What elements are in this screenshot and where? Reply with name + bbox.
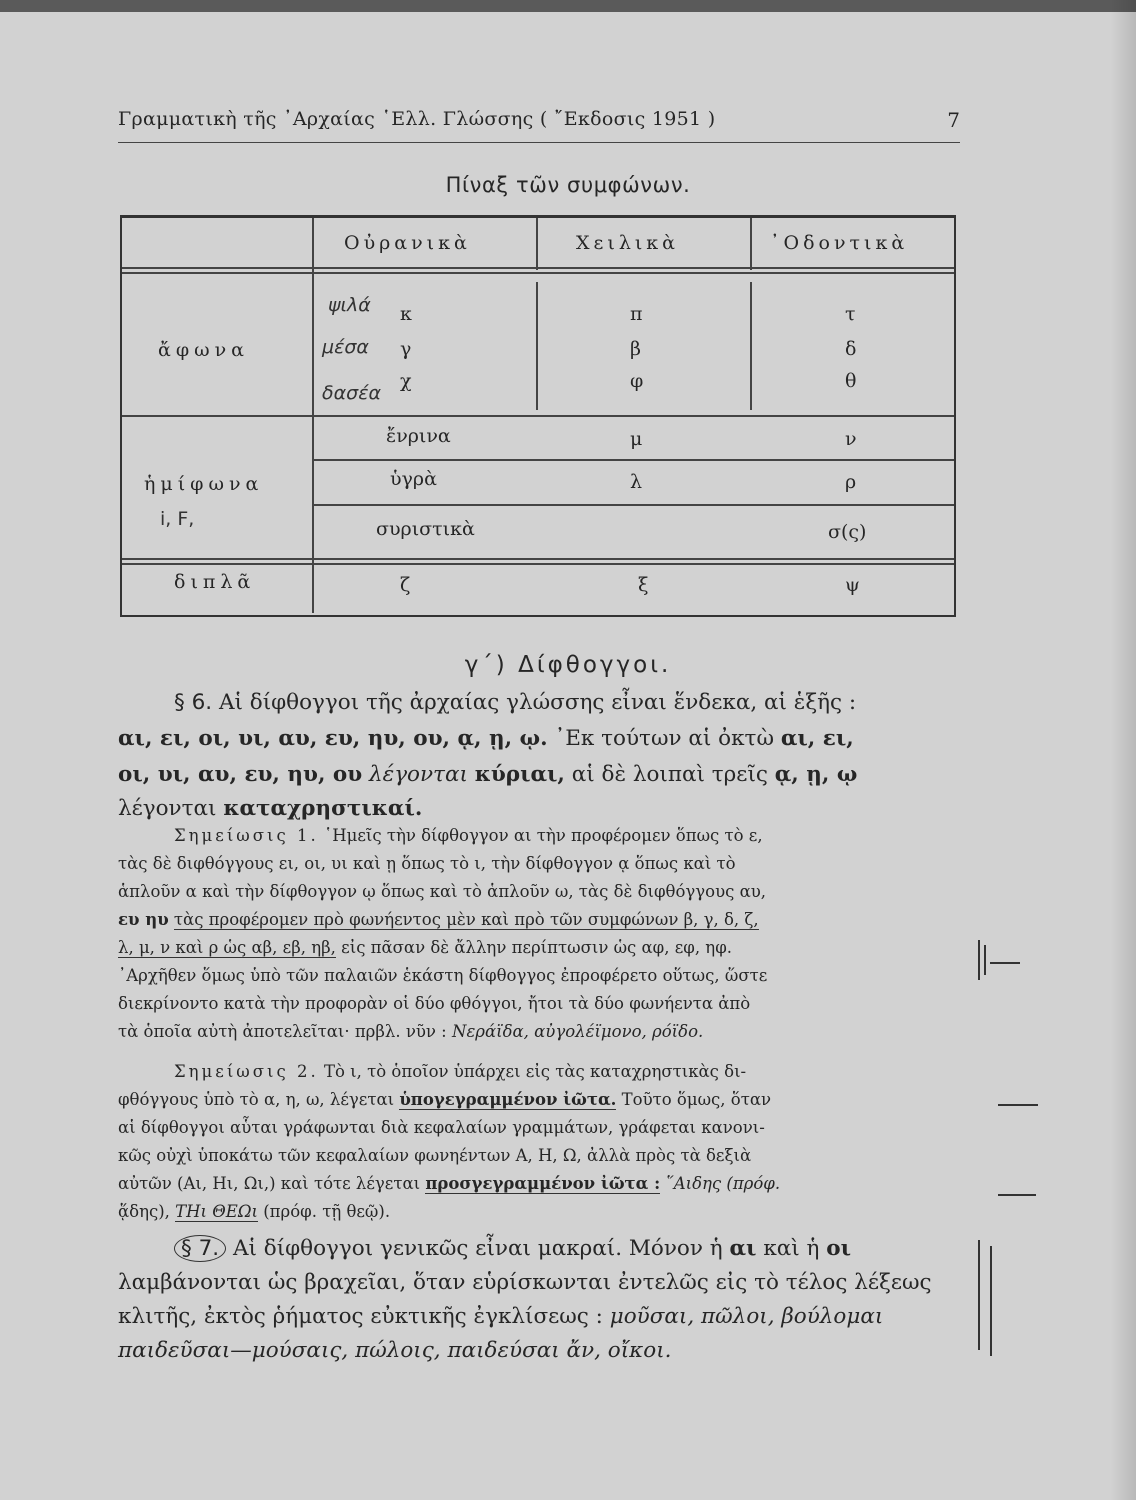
table-vrule — [750, 282, 752, 410]
paragraph-line — [118, 726, 854, 751]
term: καταχρηστικαί. — [223, 796, 423, 821]
note-line — [118, 1022, 703, 1041]
note-line: διεκρίνοντο κατὰ τὴν προφορὰν οἱ δύο φθόγγοι, ἤτοι τὰ δύο φωνήεντα ἀπὸ — [118, 994, 751, 1013]
table-cell: θ — [845, 370, 857, 392]
text: φθόγγους ὑπὸ τὸ α, η, ω, λέγεται — [118, 1090, 395, 1109]
text: (πρόφ. τῇ θεῷ). — [263, 1202, 391, 1221]
paragraph-line — [174, 1236, 851, 1261]
diphthong-list: οι, υι, αυ, ευ, ηυ, ου — [118, 762, 363, 787]
margin-dash-mark — [998, 1194, 1036, 1196]
table-caption: Πίναξ τῶν συμφώνων. — [445, 173, 691, 197]
note-line — [118, 1174, 780, 1193]
handwritten-note: ψιλά — [328, 294, 371, 316]
running-header — [118, 108, 960, 143]
note-label: Σημείωσις 2. — [174, 1062, 319, 1081]
note-line — [118, 938, 732, 957]
table-cell: μ — [630, 428, 643, 450]
term-underlined: προσγεγραμμένον ἰῶτα : — [425, 1174, 661, 1193]
text: Τὸ ι, τὸ ὁποῖον ὑπάρχει εἰς τὰς καταχρηστικὰς δι- — [323, 1062, 747, 1081]
text: Τοῦτο ὅμως, ὅταν — [621, 1090, 772, 1109]
table-cell: γ — [400, 338, 412, 360]
note-line: ᾿Αρχῆθεν ὅμως ὑπὸ τῶν παλαιῶν ἑκάστη δίφθογγος ἐπροφέρετο οὕτως, ὥστε — [118, 966, 768, 985]
section-number-circled: § 7. — [174, 1235, 226, 1262]
diphthong-list: ευ ηυ — [118, 910, 169, 929]
term: κύριαι, — [474, 762, 565, 787]
table-cell: π — [630, 303, 643, 325]
paragraph-line — [174, 690, 856, 715]
diphthong-list: ᾳ, ῃ, ῳ — [774, 762, 858, 787]
margin-bar-mark — [984, 945, 986, 975]
column-header-odontika: ᾿Οδοντικὰ — [770, 232, 909, 254]
margin-bar-mark — [978, 940, 980, 980]
diphthong-list: αι, ει, οι, υι, αυ, ευ, ηυ, ου, ᾳ, ῃ, ῳ. — [118, 726, 548, 751]
paragraph-line — [118, 1338, 671, 1363]
table-vrule — [750, 218, 752, 270]
margin-bar-mark — [990, 1246, 992, 1356]
text: Αἱ δίφθογγοι τῆς ἀρχαίας γλώσσης εἶναι ἕνδεκα, αἱ ἑξῆς : — [218, 690, 857, 715]
example-words: παιδεῦσαι—μούσαις, πώλοις, παιδεύσαι ἄν, οἴκοι. — [118, 1338, 672, 1363]
underlined-text: τὰς προφέρομεν πρὸ φωνήεντος μὲν καὶ πρὸ τῶν συμφώνων β, γ, δ, ζ, — [173, 910, 759, 929]
table-cell: β — [630, 338, 641, 360]
note-label: Σημείωσις 1. — [174, 826, 319, 845]
table-hrule — [122, 563, 954, 565]
table-cell: δ — [845, 338, 857, 360]
table-cell: φ — [630, 370, 644, 392]
diphthong: αι — [729, 1236, 757, 1261]
table-hrule — [122, 558, 954, 560]
note-line — [118, 1202, 390, 1221]
note-2 — [118, 1062, 960, 1232]
table-header-rule — [122, 267, 954, 269]
subrow-label: ὑγρὰ — [390, 468, 437, 490]
page-number: 7 — [947, 108, 960, 132]
example-words: Νεράϊδα, αὐγολέϊμονο, ρόϊδο. — [452, 1022, 704, 1041]
section-title: γ΄) Δίφθογγοι. — [464, 652, 672, 678]
note-line: αἱ δίφθογγοι αὗται γράφωνται διὰ κεφαλαίων γραμμάτων, γράφεται κανονι- — [118, 1118, 765, 1137]
diphthong: οι — [826, 1236, 852, 1261]
table-header-rule — [122, 272, 954, 274]
text: ῾Ημεῖς τὴν δίφθογγον αι τὴν προφέρομεν ὅπως τὸ ε, — [323, 826, 763, 845]
table-cell: ψ — [845, 574, 860, 596]
table-hrule — [312, 459, 954, 461]
paragraph-line — [118, 796, 422, 821]
text: ᾅδης), — [118, 1202, 170, 1221]
table-cell: λ — [630, 471, 643, 493]
table-hrule — [312, 504, 954, 506]
text: Αἱ δίφθογγοι γενικῶς εἶναι μακραί. Μόνον ἡ — [232, 1236, 723, 1261]
note-line — [118, 910, 759, 929]
handwritten-note: μέσα — [322, 336, 369, 358]
underlined-text: λ, μ, ν καὶ ρ ὡς αβ, εβ, ηβ, — [118, 938, 336, 957]
text: τὰ ὁποῖα αὐτὴ ἀποτελεῖται· πρβλ. νῦν : — [118, 1022, 447, 1041]
table-hrule — [122, 415, 954, 417]
example-words: μοῦσαι, πῶλοι, βούλομαι — [609, 1304, 884, 1329]
header-title: Γραμματικὴ τῆς ᾿Αρχαίας ῾Ελλ. Γλώσσης ( ῎Εκδοσις 1951 ) — [118, 108, 716, 130]
scan-right-shade — [1110, 0, 1136, 1500]
table-cell: ρ — [845, 471, 857, 493]
note-line: ἁπλοῦν α καὶ τὴν δίφθογγον ῳ ὅπως καὶ τὸ ἁπλοῦν ω, τὰς δὲ διφθόγγους αυ, — [118, 882, 767, 901]
text: κλιτῆς, ἐκτὸς ῥήματος εὐκτικῆς ἐγκλίσεως : — [118, 1304, 603, 1329]
row-label-dipla: διπλᾶ — [174, 571, 256, 593]
table-vrule — [536, 282, 538, 410]
term-underlined: ὑπογεγραμμένον ἰῶτα. — [399, 1090, 617, 1109]
table-cell: ζ — [400, 574, 411, 596]
text: καὶ ἡ — [763, 1236, 820, 1261]
margin-dash-mark — [990, 962, 1020, 964]
handwritten-note: δασέα — [322, 382, 381, 404]
row-label-afona: ἄφωνα — [158, 339, 250, 361]
note-line — [118, 1090, 771, 1109]
diphthong-list: αι, ει, — [780, 726, 854, 751]
text: λέγονται — [118, 796, 217, 821]
consonant-table — [120, 215, 956, 617]
margin-dash-mark — [998, 1104, 1038, 1106]
section-number: § 6. — [174, 690, 213, 715]
table-cell: ξ — [638, 574, 649, 596]
note-line — [174, 826, 763, 845]
row-label-imifona: ἡμίφωνα — [144, 473, 264, 495]
subrow-label: συριστικὰ — [376, 518, 475, 540]
paragraph-line: λαμβάνονται ὡς βραχεῖαι, ὅταν εὑρίσκωνται ἐντελῶς εἰς τὸ τέλος λέξεως — [118, 1270, 932, 1295]
paragraph-line — [118, 1304, 883, 1329]
note-line: κῶς οὐχὶ ὑποκάτω τῶν κεφαλαίων φωνηέντων Α, Η, Ω, ἀλλὰ πρὸς τὰ δεξιὰ — [118, 1146, 752, 1165]
note-line — [174, 1062, 746, 1081]
column-header-cheilika: Χειλικὰ — [576, 232, 680, 254]
scan-top-edge — [0, 0, 1136, 12]
paragraph-line — [118, 762, 857, 787]
table-cell: χ — [400, 370, 412, 392]
paragraph-6 — [118, 690, 960, 830]
handwritten-note: i, F, — [160, 508, 195, 530]
note-1 — [118, 826, 960, 1046]
example-word: ῞Αιδης (πρόφ. — [665, 1174, 781, 1193]
table-cell: ν — [845, 428, 857, 450]
subrow-label: ἔνρινα — [386, 425, 451, 447]
table-cell: σ(ς) — [828, 521, 867, 543]
table-cell: κ — [400, 303, 412, 325]
paragraph-7 — [118, 1236, 960, 1366]
note-line: τὰς δὲ διφθόγγους ει, οι, υι καὶ ῃ ὅπως τὸ ι, τὴν δίφθογγον ᾳ ὅπως καὶ τὸ — [118, 854, 736, 873]
text: αὐτῶν (Αι, Ηι, Ωι,) καὶ τότε λέγεται — [118, 1174, 421, 1193]
text: αἱ δὲ λοιπαὶ τρεῖς — [571, 762, 768, 787]
text: εἰς πᾶσαν δὲ ἄλλην περίπτωσιν ὡς αφ, εφ, ηφ. — [341, 938, 732, 957]
example-word: ΤΗι ΘΕΩι — [175, 1202, 258, 1221]
margin-bar-mark — [978, 1240, 980, 1350]
text: ᾿Εκ τούτων αἱ ὀκτὼ — [554, 726, 774, 751]
column-header-ouranika: Οὐρανικὰ — [344, 232, 471, 254]
text: λέγονται — [369, 762, 468, 787]
table-vrule — [536, 218, 538, 270]
table-cell: τ — [845, 303, 856, 325]
